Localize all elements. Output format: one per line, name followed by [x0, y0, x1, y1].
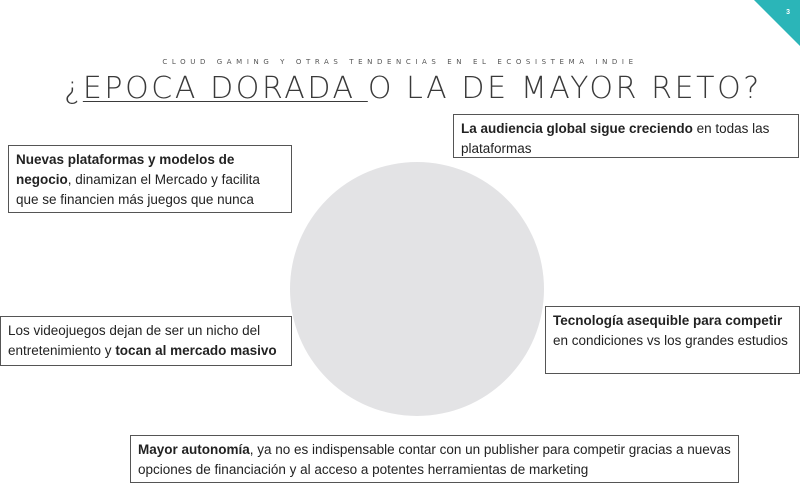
- technology-box: [545, 306, 800, 374]
- audience-text: en todas las plataformas: [461, 121, 770, 156]
- mass-market-bold: tocan al mercado masivo: [115, 343, 277, 358]
- slide-subtitle: CLOUD GAMING Y OTRAS TENDENCIAS EN EL ECOSISTEMA INDIE: [162, 58, 638, 66]
- page-number: 3: [786, 9, 790, 16]
- corner-accent-triangle: [754, 0, 800, 46]
- slide-title: [0, 71, 800, 106]
- title-prefix: ¿: [64, 71, 83, 106]
- autonomy-box: [130, 435, 739, 483]
- technology-bold: Tecnología asequible para competir: [553, 313, 783, 328]
- audience-box: [453, 114, 799, 158]
- platforms-text: , dinamizan el Mercado y facilita que se financien más juegos que nunca: [16, 172, 260, 207]
- title-underlined: EPOCA DORADA: [82, 71, 368, 106]
- center-circle: [290, 162, 544, 416]
- autonomy-text: , ya no es indispensable contar con un publisher para competir gracias a nuevas opciones de financiación y al acceso a potentes herramientas de marketing: [138, 442, 731, 477]
- title-rest: O LA DE MAYOR RETO?: [367, 71, 762, 106]
- autonomy-bold: Mayor autonomía: [138, 442, 250, 457]
- mass-market-box: [0, 316, 292, 366]
- audience-bold: La audiencia global sigue creciendo: [461, 121, 693, 136]
- platforms-box: [8, 145, 292, 213]
- technology-text: en condiciones vs los grandes estudios: [553, 333, 788, 348]
- mass-market-text: Los videojuegos dejan de ser un nicho del entretenimiento y: [8, 323, 261, 358]
- platforms-bold: Nuevas plataformas y modelos de negocio: [16, 152, 235, 187]
